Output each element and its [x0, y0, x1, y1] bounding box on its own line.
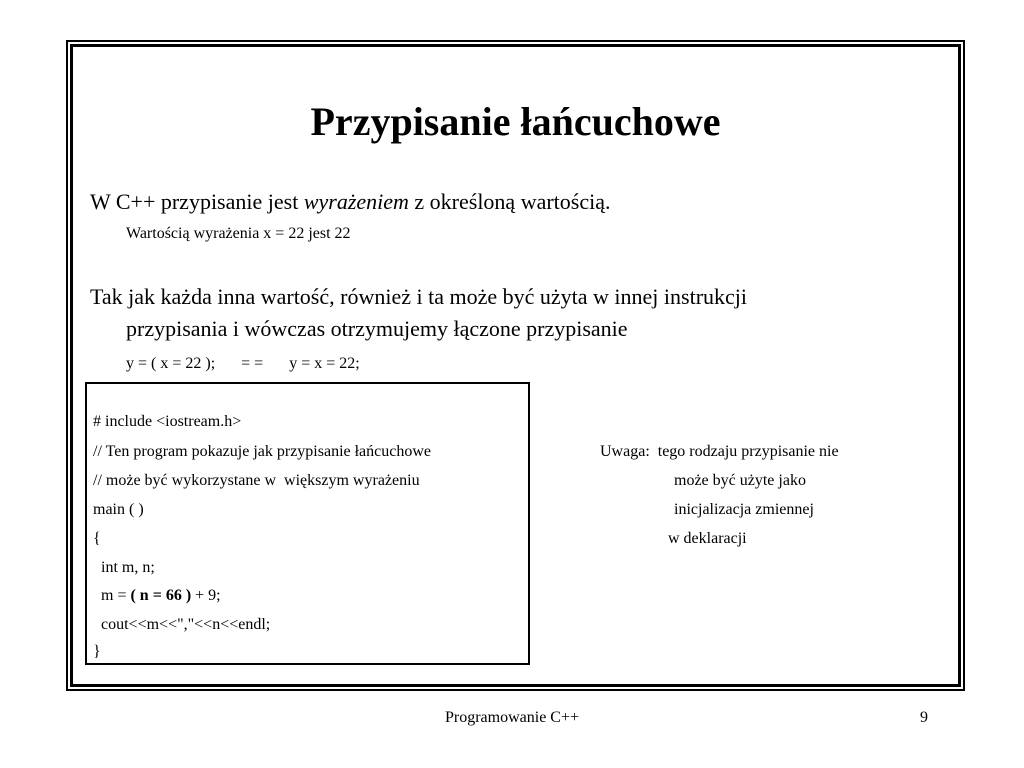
code-text: + 9; [191, 587, 221, 604]
paragraph-line-2: przypisania i wówczas otrzymujemy łączone przypisanie [126, 316, 628, 341]
intro-line [90, 187, 611, 217]
code-line: cout<<m<<","<<n<<endl; [93, 616, 271, 633]
code-listing [85, 382, 530, 665]
code-line: int m, n; [93, 559, 155, 576]
page-number: 9 [920, 709, 928, 726]
footer-title: Programowanie C++ [444, 709, 580, 726]
paragraph-line-1: Tak jak każda inna wartość, również i ta może być użyta w innej instrukcji [90, 284, 748, 309]
equivalence-right: y = x = 22; [289, 355, 360, 372]
intro-text-post: z określoną wartością. [408, 189, 611, 214]
code-line: { [93, 530, 101, 547]
code-line: } [93, 643, 101, 660]
code-line: main ( ) [93, 501, 144, 518]
code-line: // Ten program pokazuje jak przypisanie łańcuchowe [93, 443, 432, 460]
slide-title: Przypisanie łańcuchowe [310, 99, 721, 144]
equivalence-left: y = ( x = 22 ); [126, 355, 216, 372]
code-line [93, 585, 221, 607]
intro-text-pre: W C++ przypisanie jest [90, 189, 304, 214]
code-text: m = [93, 587, 131, 604]
code-line: // może być wykorzystane w większym wyrażeniu [93, 472, 420, 489]
note-line: Uwaga: tego rodzaju przypisanie nie [600, 443, 839, 460]
equivalence-line [126, 352, 360, 376]
note-line: inicjalizacja zmiennej [674, 501, 814, 518]
note-line: w deklaracji [668, 530, 747, 547]
equivalence-operator: = = [241, 355, 264, 372]
code-text-bold: ( n = 66 ) [130, 587, 192, 604]
note-line: może być użyte jako [674, 472, 806, 489]
intro-text-emphasis: wyrażeniem [303, 189, 409, 214]
example-value-line: Wartością wyrażenia x = 22 jest 22 [126, 225, 351, 242]
code-line: # include <iostream.h> [93, 413, 242, 430]
